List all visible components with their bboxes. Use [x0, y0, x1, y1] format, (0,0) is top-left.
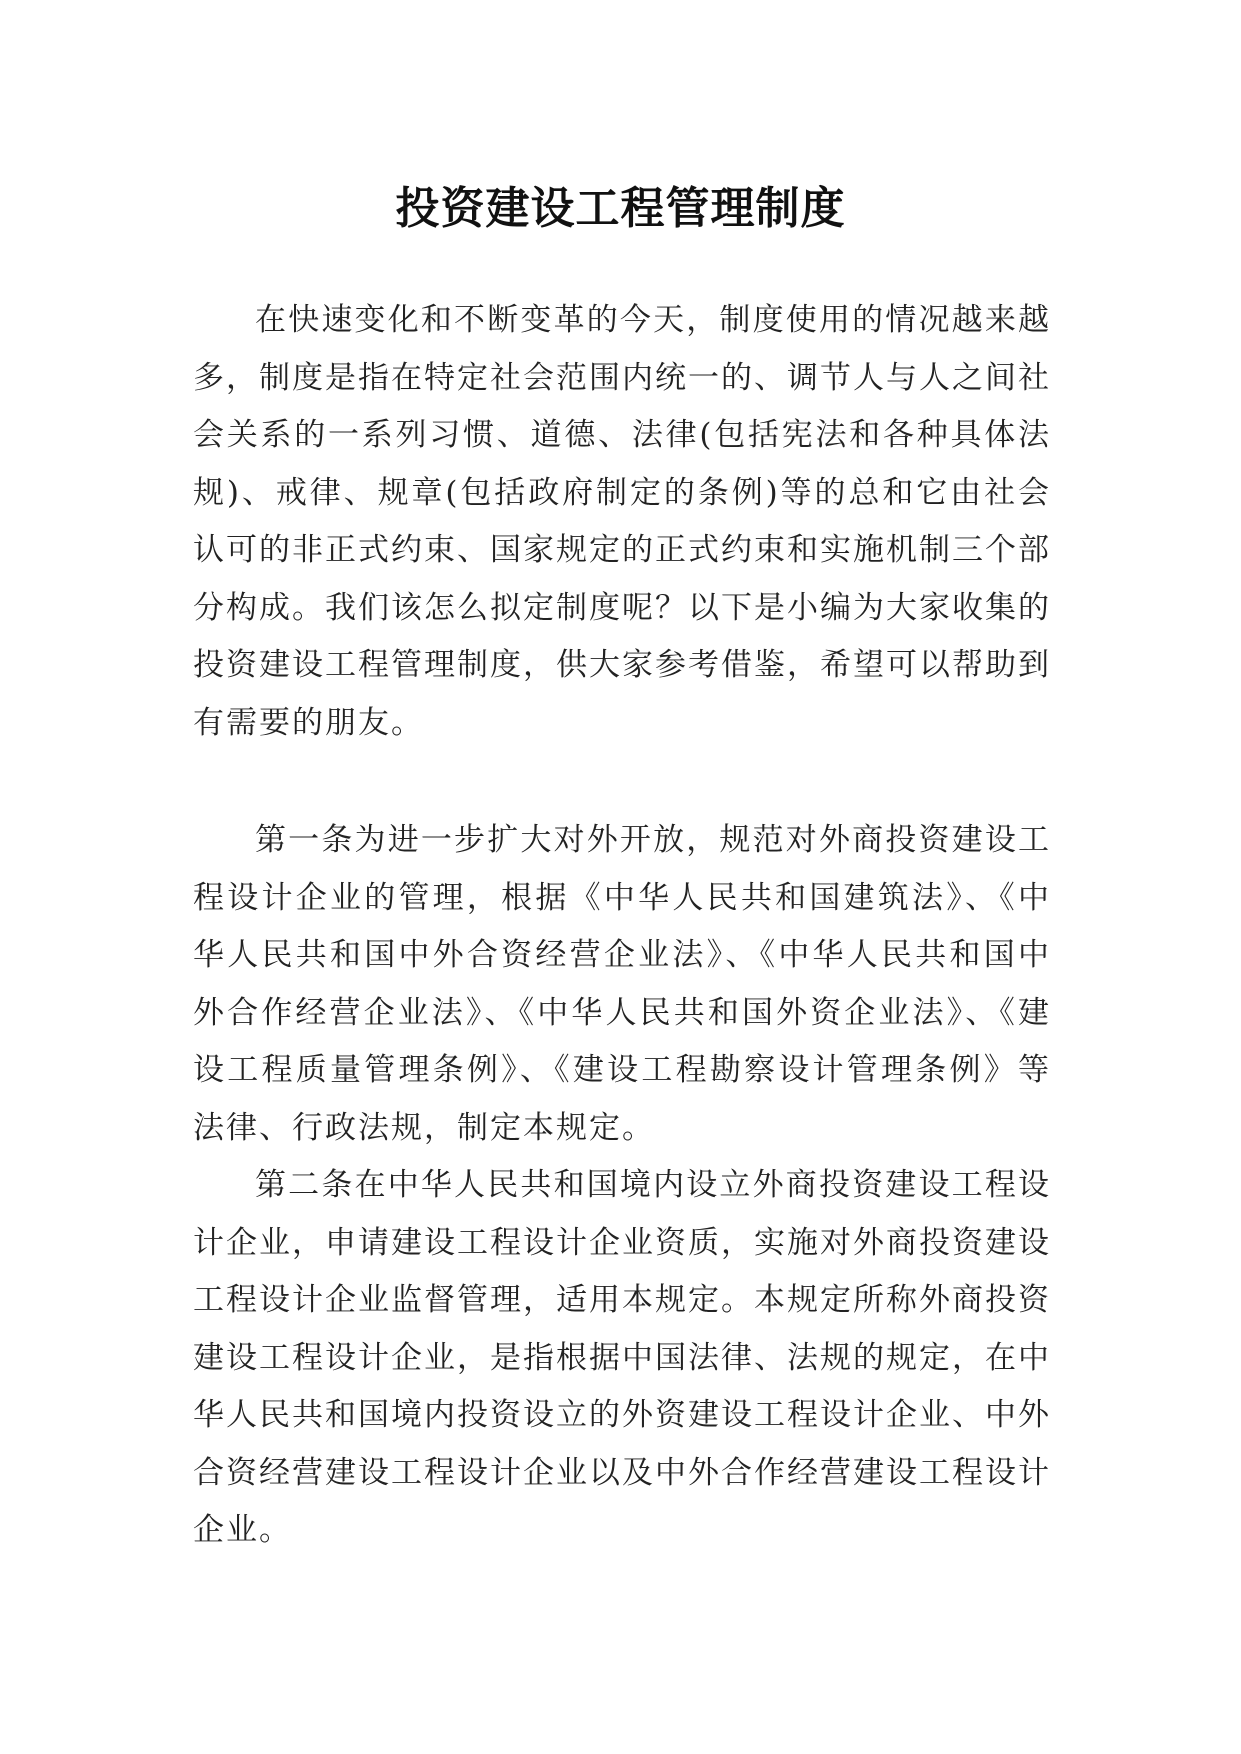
article-1-paragraph: 第一条为进一步扩大对外开放，规范对外商投资建设工程设计企业的管理，根据《中华人民共和国建筑法》、《中华人民共和国中外合资经营企业法》、《中华人民共和国中外合作经营企业法》、《中华人民共和国外资企业法》、《建设工程质量管理条例》、《建设工程勘察设计管理条例》等法律、行政法规，制定本规定。: [193, 822, 1051, 1146]
document-title: 投资建设工程管理制度: [395, 183, 846, 235]
intro-section: [193, 292, 1051, 752]
intro-paragraph: 在快速变化和不断变革的今天，制度使用的情况越来越多，制度是指在特定社会范围内统一的、调节人与人之间社会关系的一系列习惯、道德、法律(包括宪法和各种具体法规)、戒律、规章(包括政府制定的条例)等的总和它由社会认可的非正式约束、国家规定的正式约束和实施机制三个部分构成。我们该怎么拟定制度呢？以下是小编为大家收集的投资建设工程管理制度，供大家参考借鉴，希望可以帮助到有需要的朋友。: [193, 302, 1051, 741]
article-2-paragraph: 第二条在中华人民共和国境内设立外商投资建设工程设计企业，申请建设工程设计企业资质，实施对外商投资建设工程设计企业监督管理，适用本规定。本规定所称外商投资建设工程设计企业，是指根据中国法律、法规的规定，在中华人民共和国境内投资设立的外资建设工程设计企业、中外合资经营建设工程设计企业以及中外合作经营建设工程设计企业。: [193, 1167, 1051, 1548]
articles-section: [193, 812, 1051, 1560]
